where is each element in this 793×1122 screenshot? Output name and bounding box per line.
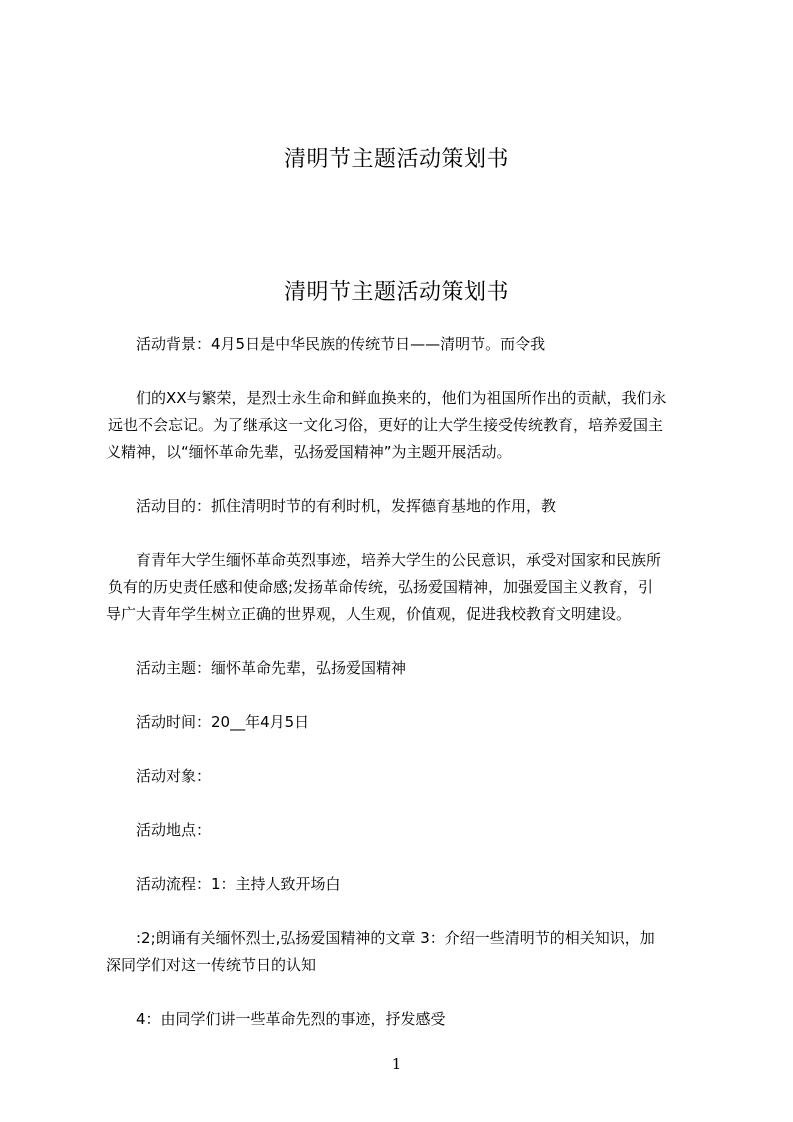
process-step-line: :2;朗诵有关缅怀烈士,弘扬爱国精神的文章 3：介绍一些清明节的相关知识，加 [136,929,655,947]
background-paragraph-line: 活动背景：4月5日是中华民族的传统节日——清明节。而令我 [136,335,546,353]
purpose-paragraph-line: 育青年大学生缅怀革命英烈事迹，培养大学生的公民意识，承受对国家和民族所 [136,551,662,569]
location-line: 活动地点： [136,821,212,839]
main-title: 清明节主题活动策划书 [283,280,509,305]
process-step-line: 4：由同学们讲一些革命先烈的事迹，抒发感受 [136,1010,446,1028]
purpose-paragraph-line: 活动目的：抓住清明时节的有利时机，发挥德育基地的作用，教 [136,497,557,515]
theme-line: 活动主题：缅怀革命先辈，弘扬爱国精神 [136,659,407,677]
process-step-line: 深同学们对这一传统节日的认知 [106,956,317,974]
background-paragraph-line: 义精神，以“缅怀革命先辈，弘扬爱国精神”为主题开展活动。 [106,443,512,461]
audience-line: 活动对象： [136,767,212,785]
time-line: 活动时间：20__年4月5日 [136,713,310,731]
cover-title: 清明节主题活动策划书 [283,147,509,172]
background-paragraph-line: 远也不会忘记。为了继承这一文化习俗，更好的让大学生接受传统教育，培养爱国主 [108,416,664,434]
purpose-paragraph-line: 负有的历史责任感和使命感;发扬革命传统，弘扬爱国精神，加强爱国主义教育，引 [108,578,654,596]
purpose-paragraph-line: 导广大青年学生树立正确的世界观，人生观，价值观，促进我校教育文明建设。 [106,605,632,623]
background-paragraph-line: 们的XX与繁荣，是烈士永生命和鲜血换来的，他们为祖国所作出的贡献，我们永 [136,389,667,407]
process-line: 活动流程：1：主持人致开场白 [136,875,341,893]
page-number: 1 [391,1055,402,1073]
